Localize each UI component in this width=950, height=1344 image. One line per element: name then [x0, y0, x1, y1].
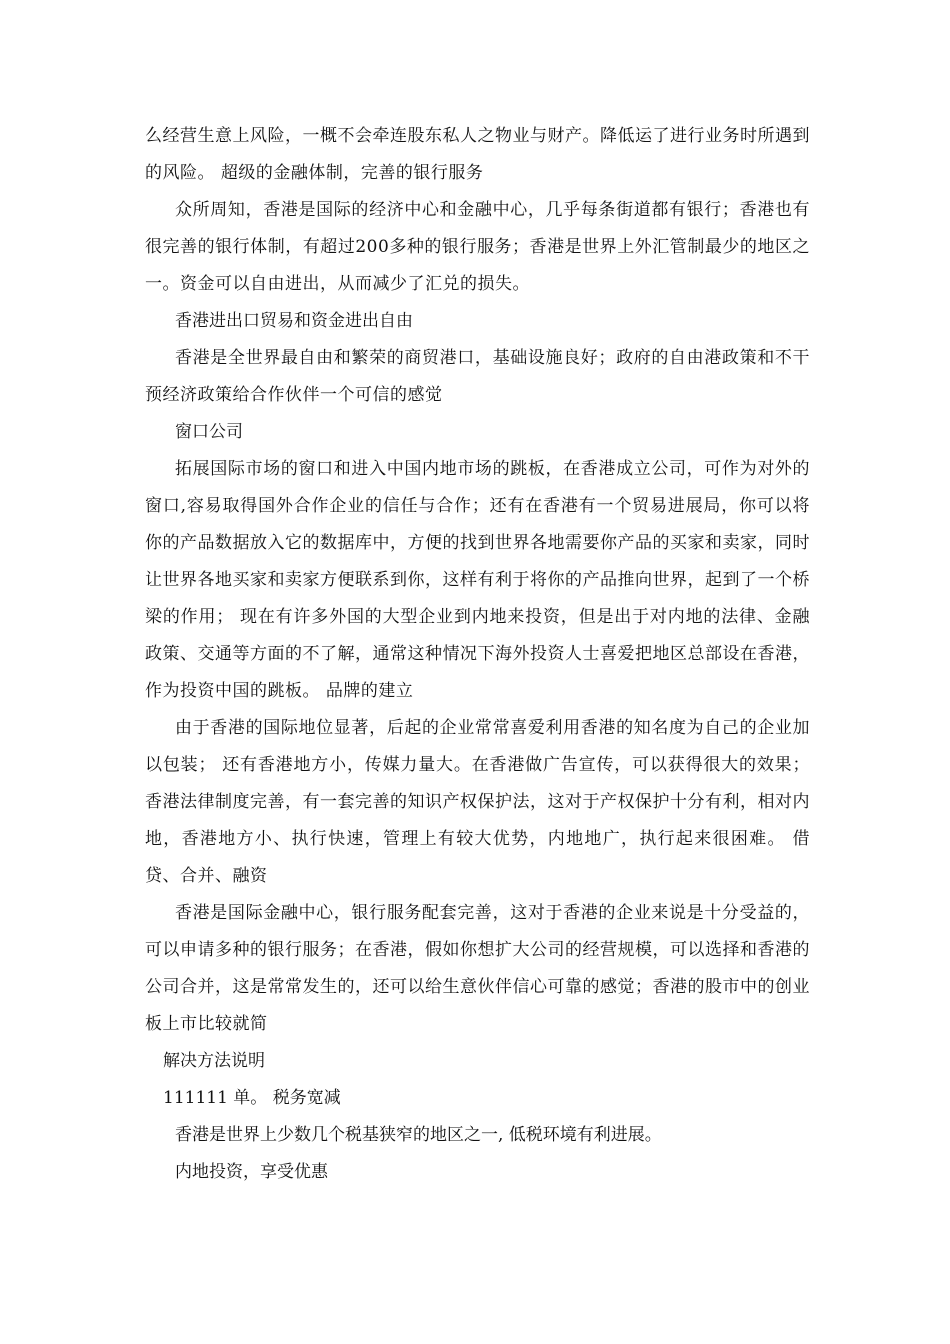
paragraph-free-port: 香港是全世界最自由和繁荣的商贸港口，基础设施良好；政府的自由港政策和不干预经济政策给合作伙伴一个可信的感觉 [145, 348, 810, 405]
paragraph-low-tax: 香港是世界上少数几个税基狭窄的地区之一, 低税环境有利进展。 [175, 1125, 662, 1145]
heading-window-company: 窗口公司 [175, 422, 243, 442]
heading-tax-relief: 111111 单。 税务宽减 [163, 1088, 341, 1108]
heading-mainland-investment: 内地投资，享受优惠 [175, 1162, 328, 1182]
document-body [145, 118, 810, 1191]
heading-solution: 解决方法说明 [163, 1051, 265, 1071]
paragraph-risk-continued: 么经营生意上风险，一概不会牵连股东私人之物业与财产。降低运了进行业务时所遇到的风险。 超级的金融体制，完善的银行服务 [145, 126, 810, 183]
heading-trade-freedom: 香港进出口贸易和资金进出自由 [175, 311, 413, 331]
paragraph-brand: 由于香港的国际地位显著，后起的企业常常喜爱利用香港的知名度为自己的企业加以包装； 还有香港地方小，传媒力量大。在香港做广告宣传，可以获得很大的效果；香港法律制度完善，有一套完善的知识产权保护法，这对于产权保护十分有利，相对内地，香港地方小、执行快速，管理上有较大优势，内地地广，执行起来很困难。 借贷、合并、融资 [145, 718, 810, 886]
paragraph-window-company: 拓展国际市场的窗口和进入中国内地市场的跳板，在香港成立公司，可作为对外的窗口,容易取得国外合作企业的信任与合作；还有在香港有一个贸易进展局，你可以将你的产品数据放入它的数据库中，方便的找到世界各地需要你产品的买家和卖家，同时让世界各地买家和卖家方便联系到你，这样有利于将你的产品推向世界，起到了一个桥梁的作用； 现在有许多外国的大型企业到内地来投资，但是出于对内地的法律、金融政策、交通等方面的不了解，通常这种情况下海外投资人士喜爱把地区总部设在香港，作为投资中国的跳板。 品牌的建立 [145, 459, 810, 701]
paragraph-banking: 众所周知，香港是国际的经济中心和金融中心，几乎每条街道都有银行；香港也有很完善的银行体制，有超过200多种的银行服务；香港是世界上外汇管制最少的地区之一。资金可以自由进出，从而减少了汇兑的损失。 [145, 200, 810, 294]
paragraph-finance: 香港是国际金融中心，银行服务配套完善，这对于香港的企业来说是十分受益的，可以申请多种的银行服务；在香港，假如你想扩大公司的经营规模，可以选择和香港的公司合并，这是常常发生的，还可以给生意伙伴信心可靠的感觉；香港的股市中的创业板上市比较就简 [145, 903, 810, 1034]
